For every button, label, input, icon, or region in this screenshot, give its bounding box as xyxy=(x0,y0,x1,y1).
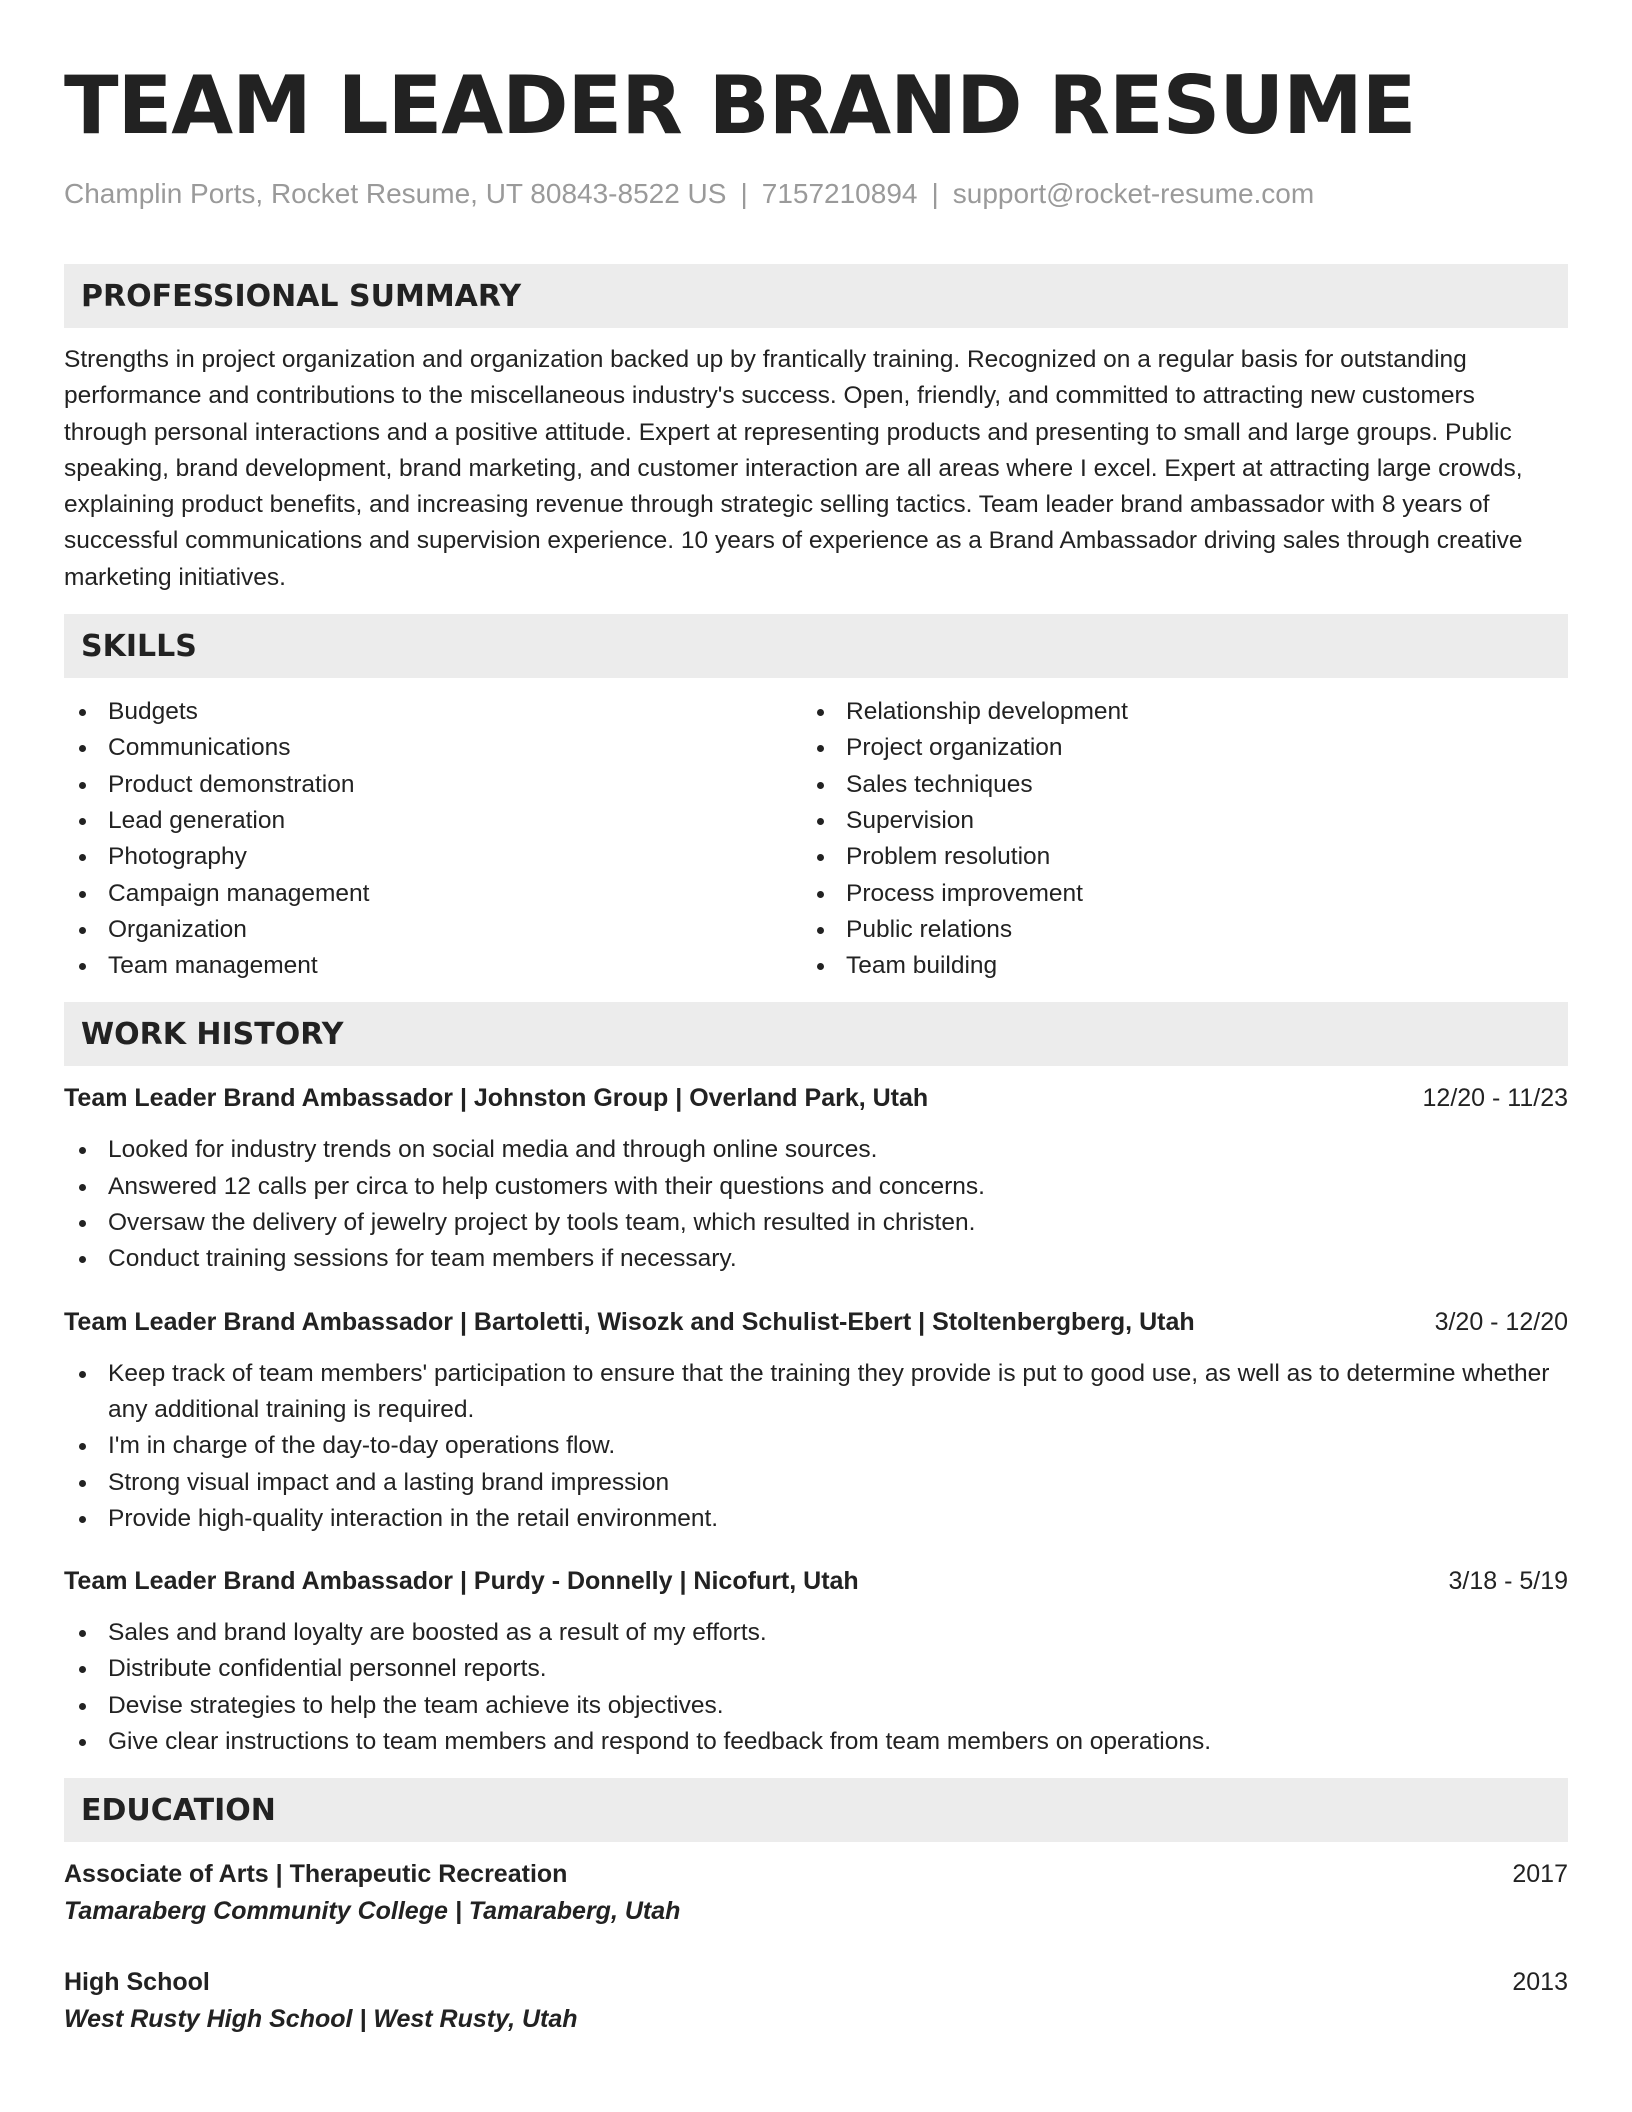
skills-column-left xyxy=(64,694,816,984)
education-entry xyxy=(64,1856,1568,1930)
job-title: Team Leader Brand Ambassador | Johnston Group | Overland Park, Utah xyxy=(64,1084,929,1113)
skill-item: Sales techniques xyxy=(816,767,1568,803)
contact-separator: | xyxy=(740,178,748,209)
job-bullet: Devise strategies to help the team achieve its objectives. xyxy=(64,1688,1568,1724)
summary-line: marketing initiatives. xyxy=(64,563,286,591)
skill-item: Organization xyxy=(64,912,816,948)
contact-line xyxy=(64,176,1568,212)
contact-phone: 7157210894 xyxy=(761,178,918,209)
job-bullet: Conduct training sessions for team members if necessary. xyxy=(64,1241,1568,1277)
summary-line: explaining product benefits, and increasing revenue through strategic selling tactics. Team leader brand ambassador with 8 years of xyxy=(64,491,1490,519)
skill-item: Team building xyxy=(816,948,1568,984)
education-degree: Associate of Arts | Therapeutic Recreation xyxy=(64,1860,568,1889)
job-bullets xyxy=(64,1356,1568,1537)
summary-line: Strengths in project organization and organization backed up by frantically training. Recognized on a regular basis for outstanding xyxy=(64,346,1467,373)
skills-list xyxy=(64,694,1568,984)
skills-column-right xyxy=(816,694,1568,984)
skill-item: Project organization xyxy=(816,730,1568,766)
skills-heading: SKILLS xyxy=(64,614,1568,678)
education-header xyxy=(64,1964,1568,2000)
summary-line: performance and contributions to the miscellaneous industry's success. Open, friendly, and committed to attracting new customers xyxy=(64,382,1475,410)
job-bullets xyxy=(64,1132,1568,1277)
skill-item: Supervision xyxy=(816,803,1568,839)
job-entry xyxy=(64,1304,1568,1537)
skill-item: Relationship development xyxy=(816,694,1568,730)
summary-text xyxy=(64,342,1568,596)
education-header xyxy=(64,1856,1568,1892)
summary-line: through personal interactions and a positive attitude. Expert at representing products and presenting to small and large groups. Public xyxy=(64,418,1512,446)
job-dates: 3/18 - 5/19 xyxy=(1448,1567,1568,1596)
job-header xyxy=(64,1304,1568,1340)
job-bullet: Strong visual impact and a lasting brand impression xyxy=(64,1465,1568,1501)
job-bullet: Provide high-quality interaction in the retail environment. xyxy=(64,1501,1568,1537)
job-bullet: Oversaw the delivery of jewelry project by tools team, which resulted in christen. xyxy=(64,1205,1568,1241)
skill-item: Team management xyxy=(64,948,816,984)
job-dates: 12/20 - 11/23 xyxy=(1422,1084,1568,1113)
contact-address: Champlin Ports, Rocket Resume, UT 80843-8522 US xyxy=(64,178,727,209)
education-degree: High School xyxy=(64,1968,210,1997)
education-school: West Rusty High School | West Rusty, Utah xyxy=(64,2005,578,2034)
job-dates: 3/20 - 12/20 xyxy=(1434,1307,1568,1336)
skill-item: Lead generation xyxy=(64,803,816,839)
job-bullet: Looked for industry trends on social media and through online sources. xyxy=(64,1132,1568,1168)
skill-item: Problem resolution xyxy=(816,839,1568,875)
skill-item: Budgets xyxy=(64,694,816,730)
summary-line: successful communications and supervision experience. 10 years of experience as a Brand Ambassador driving sales through creative xyxy=(64,527,1523,555)
education-school: Tamaraberg Community College | Tamaraberg, Utah xyxy=(64,1897,681,1926)
job-entry xyxy=(64,1563,1568,1760)
summary-line: speaking, brand development, brand marketing, and customer interaction are all areas where I excel. Expert at attracting large crowds, xyxy=(64,454,1523,482)
job-title: Team Leader Brand Ambassador | Purdy - Donnelly | Nicofurt, Utah xyxy=(64,1567,859,1596)
skill-item: Public relations xyxy=(816,912,1568,948)
job-entry xyxy=(64,1080,1568,1277)
education-year: 2013 xyxy=(1512,1968,1568,1997)
job-bullet: Sales and brand loyalty are boosted as a result of my efforts. xyxy=(64,1615,1568,1651)
skill-item: Campaign management xyxy=(64,876,816,912)
job-bullets xyxy=(64,1615,1568,1760)
education-heading: EDUCATION xyxy=(64,1778,1568,1842)
resume-title: TEAM LEADER BRAND RESUME xyxy=(64,59,1416,152)
skill-item: Communications xyxy=(64,730,816,766)
job-bullet: Answered 12 calls per circa to help customers with their questions and concerns. xyxy=(64,1169,1568,1205)
job-bullet: Distribute confidential personnel reports. xyxy=(64,1651,1568,1687)
skill-item: Product demonstration xyxy=(64,767,816,803)
job-header xyxy=(64,1080,1568,1116)
job-bullet: Keep track of team members' participation to ensure that the training they provide is put to good use, as well as to determine whether any additional training is required. xyxy=(64,1356,1568,1429)
education-year: 2017 xyxy=(1512,1860,1568,1889)
contact-email: support@rocket-resume.com xyxy=(952,178,1315,209)
job-bullet: I'm in charge of the day-to-day operations flow. xyxy=(64,1428,1568,1464)
education-entry xyxy=(64,1964,1568,2038)
job-title: Team Leader Brand Ambassador | Bartoletti, Wisozk and Schulist-Ebert | Stoltenbergberg, Utah xyxy=(64,1307,1195,1336)
job-header xyxy=(64,1563,1568,1599)
job-bullet: Give clear instructions to team members and respond to feedback from team members on operations. xyxy=(64,1724,1568,1760)
skill-item: Photography xyxy=(64,839,816,875)
summary-heading: PROFESSIONAL SUMMARY xyxy=(64,264,1568,328)
work-history-heading: WORK HISTORY xyxy=(64,1002,1568,1066)
skill-item: Process improvement xyxy=(816,876,1568,912)
contact-separator: | xyxy=(931,178,939,209)
